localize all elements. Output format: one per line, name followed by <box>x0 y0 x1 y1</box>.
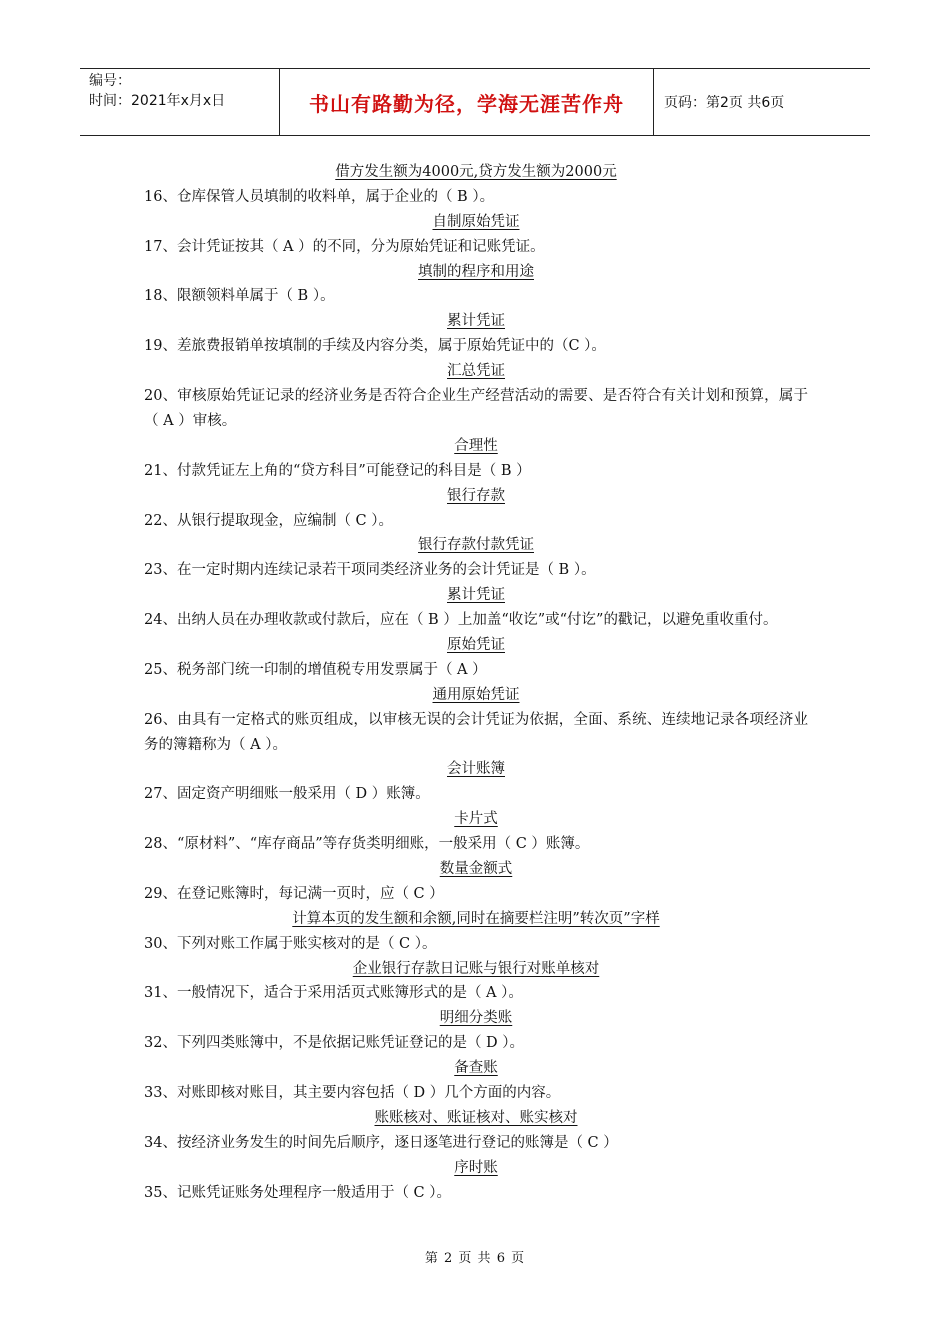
answer-line <box>144 757 808 782</box>
answer-line <box>144 260 808 285</box>
answer-text: 自制原始凭证 <box>432 213 520 230</box>
question-line: 32、下列四类账簿中，不是依据记账凭证登记的是（ D ）。 <box>144 1035 525 1052</box>
motto: 书山有路勤为径，学海无涯苦作舟 <box>309 91 624 116</box>
answer-line <box>144 857 808 882</box>
question-line: 19、差旅费报销单按填制的手续及内容分类，属于原始凭证中的（C ）。 <box>144 338 606 355</box>
answer-text: 通用原始凭证 <box>432 686 520 703</box>
question-line: 20、审核原始凭证记录的经济业务是否符合企业生产经营活动的需要、是否符合有关计划和预算，属于（ A ）审核。 <box>144 388 808 429</box>
question-line: 17、会计凭证按其（ A ）的不同，分为原始凭证和记账凭证。 <box>144 238 545 255</box>
question-line: 31、一般情况下，适合于采用活页式账簿形式的是（ A ）。 <box>144 985 523 1002</box>
question-line: 25、税务部门统一印制的增值税专用发票属于（ A ） <box>144 661 487 678</box>
answer-text: 原始凭证 <box>447 636 505 653</box>
answer-text: 会计账簿 <box>447 761 505 778</box>
header-motto-cell <box>280 69 654 135</box>
answer-text: 填制的程序和用途 <box>418 263 534 280</box>
question-line: 18、限额领料单属于（ B ）。 <box>144 288 335 305</box>
header-meta <box>80 69 280 135</box>
answer-line <box>144 807 808 832</box>
time-label: 时间：2021年x月x日 <box>89 93 226 109</box>
answer-line <box>144 683 808 708</box>
question-line: 29、在登记账簿时，每记满一页时，应（ C ） <box>144 885 444 902</box>
answer-text: 计算本页的发生额和余额,同时在摘要栏注明”转次页”字样 <box>292 910 660 927</box>
answer-text: 账账核对、账证核对、账实核对 <box>374 1109 578 1126</box>
answer-text: 累计凭证 <box>447 313 505 330</box>
question-line: 22、从银行提取现金，应编制（ C ）。 <box>144 512 394 529</box>
question-line: 16、仓库保管人员填制的收料单，属于企业的（ B ）。 <box>144 188 495 205</box>
header-page-cell <box>654 69 870 135</box>
answer-line <box>144 359 808 384</box>
answer-text: 序时账 <box>454 1159 498 1176</box>
question-line: 33、对账即核对账目，其主要内容包括（ D ）几个方面的内容。 <box>144 1085 561 1102</box>
answer-text: 汇总凭证 <box>447 363 505 380</box>
answer-text: 备查账 <box>454 1060 498 1077</box>
question-line: 34、按经济业务发生的时间先后顺序，逐日逐笔进行登记的账簿是（ C ） <box>144 1134 618 1151</box>
question-line: 24、出纳人员在办理收款或付款后，应在（ B ）上加盖“收讫”或“付讫”的戳记，以避免重收重付。 <box>144 612 778 629</box>
answer-line <box>144 1006 808 1031</box>
document-header <box>80 68 870 136</box>
number-label: 编号： <box>89 73 131 89</box>
question-line: 27、固定资产明细账一般采用（ D ）账簿。 <box>144 786 430 803</box>
answer-line <box>144 533 808 558</box>
question-line: 23、在一定时期内连续记录若干项同类经济业务的会计凭证是（ B ）。 <box>144 562 596 579</box>
question-line: 21、付款凭证左上角的“贷方科目”可能登记的科目是（ B ） <box>144 462 531 479</box>
question-line: 26、由具有一定格式的账页组成，以审核无误的会计凭证为依据，全面、系统、连续地记录各项经济业务的簿籍称为（ A ）。 <box>144 711 808 753</box>
answer-line <box>144 583 808 608</box>
answer-text: 明细分类账 <box>439 1010 513 1027</box>
answer-text: 合理性 <box>454 437 498 454</box>
answer-line <box>144 210 808 235</box>
page-label: 页码：第2页 共6页 <box>664 95 785 111</box>
answer-text: 累计凭证 <box>447 587 505 604</box>
answer-line <box>144 309 808 334</box>
question-list <box>144 160 808 1205</box>
answer-line <box>144 907 808 932</box>
question-line: 35、记账凭证账务处理程序一般适用于（ C ）。 <box>144 1184 452 1201</box>
answer-line <box>144 957 808 982</box>
answer-line <box>144 160 808 185</box>
answer-line <box>144 1056 808 1081</box>
answer-text: 借方发生额为4000元,贷方发生额为2000元 <box>335 164 617 180</box>
answer-text: 卡片式 <box>454 811 498 828</box>
answer-line <box>144 484 808 509</box>
question-line: 30、下列对账工作属于账实核对的是（ C ）。 <box>144 935 437 952</box>
answer-text: 数量金额式 <box>439 861 513 878</box>
answer-text: 企业银行存款日记账与银行对账单核对 <box>352 960 600 977</box>
answer-text: 银行存款付款凭证 <box>418 537 534 554</box>
page-footer: 第 2 页 共 6 页 <box>424 1251 526 1266</box>
answer-line <box>144 1106 808 1131</box>
answer-text: 银行存款 <box>447 487 505 504</box>
question-line: 28、“原材料”、“库存商品”等存货类明细账，一般采用（ C ）账簿。 <box>144 836 590 853</box>
answer-line <box>144 434 808 459</box>
answer-line <box>144 1156 808 1181</box>
answer-line <box>144 633 808 658</box>
